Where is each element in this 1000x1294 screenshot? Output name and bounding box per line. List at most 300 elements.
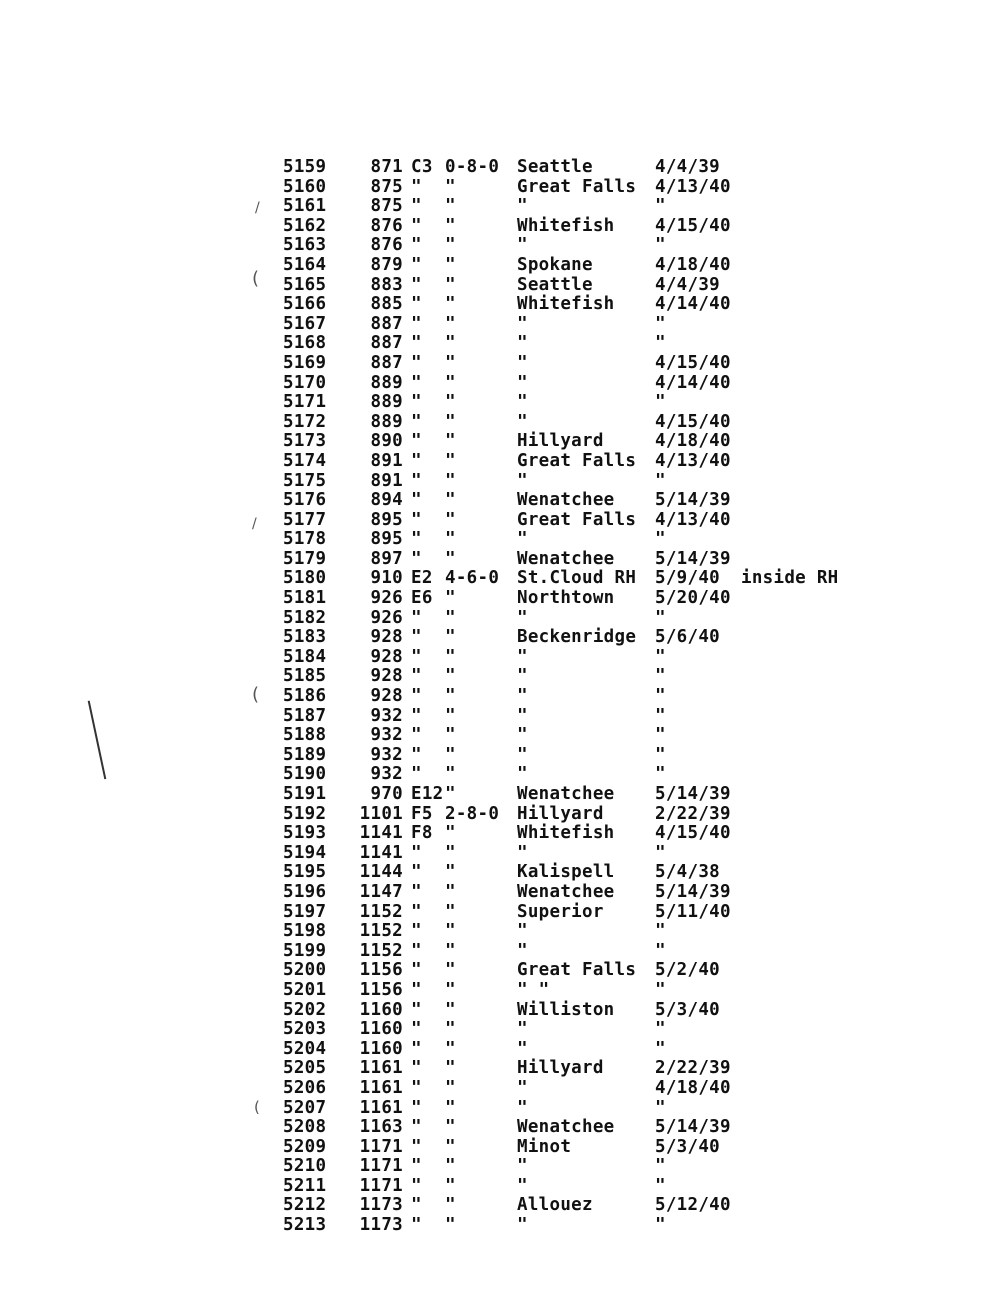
- row-cls: ": [411, 607, 422, 628]
- row-cls: ": [411, 235, 422, 256]
- row-wh: ": [445, 333, 456, 354]
- row-wh: ": [445, 450, 456, 471]
- row-date: ": [655, 235, 666, 256]
- row-loc: Kalispell: [517, 862, 615, 883]
- row-num: 5172: [283, 411, 327, 432]
- row-wh: ": [445, 392, 456, 413]
- row-date: 2/22/39: [655, 803, 731, 824]
- row-loc: ": [517, 352, 528, 373]
- table-row: [283, 726, 923, 746]
- row-num: 5169: [283, 352, 327, 373]
- row-num: 5159: [283, 157, 327, 177]
- row-loc: ": [517, 470, 528, 491]
- row-wh: ": [445, 705, 456, 726]
- row-loc: Beckenridge: [517, 627, 637, 648]
- row-eng: 871: [370, 157, 403, 177]
- row-eng: 879: [370, 254, 403, 275]
- row-loc: ": [517, 372, 528, 393]
- row-num: 5181: [283, 588, 327, 609]
- row-cls: ": [411, 215, 422, 236]
- row-loc: Spokane: [517, 254, 593, 275]
- row-wh: ": [445, 1136, 456, 1157]
- row-loc: Northtown: [517, 588, 615, 609]
- row-cls: ": [411, 764, 422, 785]
- row-wh: ": [445, 372, 456, 393]
- row-loc: Minot: [517, 1136, 572, 1157]
- row-date: 5/14/39: [655, 548, 731, 569]
- row-cls: ": [411, 450, 422, 471]
- row-cls: ": [411, 333, 422, 354]
- row-eng: 928: [370, 686, 403, 707]
- row-cls: E2: [411, 568, 433, 589]
- row-eng: 1171: [359, 1136, 403, 1157]
- row-wh: ": [445, 666, 456, 687]
- table-row: [283, 1001, 923, 1021]
- table-row: [283, 236, 923, 256]
- row-cls: ": [411, 1019, 422, 1040]
- row-loc: Hillyard: [517, 431, 604, 452]
- row-date: 5/14/39: [655, 1117, 731, 1138]
- row-date: 4/15/40: [655, 215, 731, 236]
- row-eng: 889: [370, 392, 403, 413]
- row-cls: ": [411, 881, 422, 902]
- table-row: [283, 1099, 923, 1119]
- row-date: 4/15/40: [655, 411, 731, 432]
- row-cls: ": [411, 666, 422, 687]
- row-num: 5200: [283, 960, 327, 981]
- row-date: ": [655, 333, 666, 354]
- row-loc: ": [517, 725, 528, 746]
- row-loc: Great Falls: [517, 176, 637, 197]
- row-num: 5176: [283, 490, 327, 511]
- row-cls: ": [411, 1175, 422, 1196]
- table-row: [283, 1216, 923, 1236]
- row-eng: 1147: [359, 881, 403, 902]
- row-wh: ": [445, 823, 456, 844]
- row-date: 4/15/40: [655, 352, 731, 373]
- row-num: 5210: [283, 1156, 327, 1177]
- row-wh: ": [445, 901, 456, 922]
- row-wh: ": [445, 1117, 456, 1138]
- row-eng: 926: [370, 607, 403, 628]
- row-num: 5187: [283, 705, 327, 726]
- table-row: [283, 609, 923, 629]
- table-row: [283, 628, 923, 648]
- row-date: ": [655, 979, 666, 1000]
- table-row: [283, 1177, 923, 1197]
- table-row: [283, 334, 923, 354]
- row-date: 4/18/40: [655, 254, 731, 275]
- row-cls: ": [411, 176, 422, 197]
- row-date: 4/13/40: [655, 450, 731, 471]
- row-cls: ": [411, 529, 422, 550]
- row-num: 5196: [283, 881, 327, 902]
- row-wh: 0-8-0: [445, 157, 500, 177]
- row-eng: 1152: [359, 921, 403, 942]
- row-loc: ": [517, 921, 528, 942]
- row-num: 5194: [283, 842, 327, 863]
- row-loc: ": [517, 1077, 528, 1098]
- row-date: 4/18/40: [655, 431, 731, 452]
- row-wh: ": [445, 960, 456, 981]
- row-cls: ": [411, 1136, 422, 1157]
- row-num: 5161: [283, 196, 327, 217]
- row-num: 5207: [283, 1097, 327, 1118]
- row-note: inside RH: [741, 568, 839, 589]
- row-loc: ": [517, 411, 528, 432]
- row-cls: ": [411, 1097, 422, 1118]
- row-num: 5183: [283, 627, 327, 648]
- row-eng: 891: [370, 470, 403, 491]
- row-cls: ": [411, 686, 422, 707]
- row-cls: ": [411, 470, 422, 491]
- margin-mark: (: [252, 684, 260, 705]
- row-eng: 1141: [359, 823, 403, 844]
- row-loc: ": [517, 940, 528, 961]
- row-date: ": [655, 744, 666, 765]
- row-wh: ": [445, 686, 456, 707]
- row-loc: ": [517, 744, 528, 765]
- table-row: [283, 1118, 923, 1138]
- table-row: [283, 824, 923, 844]
- row-date: 5/6/40: [655, 627, 721, 648]
- row-loc: ": [517, 235, 528, 256]
- row-wh: ": [445, 842, 456, 863]
- row-date: 4/13/40: [655, 176, 731, 197]
- row-loc: ": [517, 1097, 528, 1118]
- row-eng: 885: [370, 294, 403, 315]
- row-loc: ": [517, 392, 528, 413]
- row-cls: ": [411, 254, 422, 275]
- row-loc: Wenatchee: [517, 881, 615, 902]
- table-row: [283, 315, 923, 335]
- table-row: [283, 217, 923, 237]
- row-num: 5204: [283, 1038, 327, 1059]
- row-loc: Hillyard: [517, 803, 604, 824]
- row-eng: 890: [370, 431, 403, 452]
- table-row: [283, 922, 923, 942]
- table-row: [283, 256, 923, 276]
- row-eng: 1141: [359, 842, 403, 863]
- row-wh: ": [445, 1195, 456, 1216]
- row-num: 5188: [283, 725, 327, 746]
- row-num: 5211: [283, 1175, 327, 1196]
- row-date: 5/3/40: [655, 999, 721, 1020]
- row-eng: 932: [370, 764, 403, 785]
- row-date: 5/4/38: [655, 862, 721, 883]
- table-row: [283, 1196, 923, 1216]
- table-row: [283, 511, 923, 531]
- table-row: [283, 765, 923, 785]
- row-eng: 1101: [359, 803, 403, 824]
- row-cls: F8: [411, 823, 433, 844]
- row-date: 5/3/40: [655, 1136, 721, 1157]
- row-loc: Whitefish: [517, 823, 615, 844]
- row-num: 5167: [283, 313, 327, 334]
- row-wh: ": [445, 215, 456, 236]
- row-eng: 1160: [359, 999, 403, 1020]
- table-row: [283, 530, 923, 550]
- row-num: 5174: [283, 450, 327, 471]
- row-eng: 1173: [359, 1215, 403, 1236]
- table-row: [283, 746, 923, 766]
- row-eng: 928: [370, 627, 403, 648]
- row-num: 5180: [283, 568, 327, 589]
- row-date: ": [655, 529, 666, 550]
- row-eng: 889: [370, 372, 403, 393]
- row-wh: ": [445, 979, 456, 1000]
- row-date: ": [655, 470, 666, 491]
- row-wh: ": [445, 294, 456, 315]
- table-row: [283, 1157, 923, 1177]
- row-loc: ": [517, 313, 528, 334]
- table-row: [283, 1020, 923, 1040]
- row-eng: 1171: [359, 1156, 403, 1177]
- row-cls: ": [411, 313, 422, 334]
- row-cls: ": [411, 1215, 422, 1236]
- row-num: 5213: [283, 1215, 327, 1236]
- row-loc: ": [517, 1019, 528, 1040]
- row-loc: Hillyard: [517, 1058, 604, 1079]
- row-cls: ": [411, 627, 422, 648]
- table-row: [283, 158, 923, 178]
- row-cls: ": [411, 1117, 422, 1138]
- row-date: ": [655, 1097, 666, 1118]
- row-cls: ": [411, 646, 422, 667]
- row-num: 5184: [283, 646, 327, 667]
- row-date: ": [655, 764, 666, 785]
- row-cls: ": [411, 548, 422, 569]
- row-date: 5/2/40: [655, 960, 721, 981]
- table-row: [283, 178, 923, 198]
- locomotive-ledger-list: [283, 158, 923, 1236]
- table-row: [283, 472, 923, 492]
- row-wh: ": [445, 529, 456, 550]
- table-row: [283, 707, 923, 727]
- row-date: 5/20/40: [655, 588, 731, 609]
- row-eng: 928: [370, 646, 403, 667]
- table-row: [283, 413, 923, 433]
- row-cls: ": [411, 960, 422, 981]
- row-loc: Great Falls: [517, 960, 637, 981]
- row-wh: ": [445, 921, 456, 942]
- row-eng: 883: [370, 274, 403, 295]
- row-num: 5173: [283, 431, 327, 452]
- row-date: 5/14/39: [655, 490, 731, 511]
- row-eng: 876: [370, 215, 403, 236]
- row-wh: ": [445, 1215, 456, 1236]
- row-loc: Whitefish: [517, 294, 615, 315]
- row-eng: 887: [370, 333, 403, 354]
- row-date: 5/14/39: [655, 881, 731, 902]
- row-eng: 895: [370, 509, 403, 530]
- row-date: 5/14/39: [655, 784, 731, 804]
- row-date: 2/22/39: [655, 1058, 731, 1079]
- row-wh: ": [445, 784, 456, 804]
- row-cls: ": [411, 705, 422, 726]
- row-loc: ": [517, 529, 528, 550]
- row-eng: 875: [370, 176, 403, 197]
- margin-pencil-stroke: [88, 701, 106, 780]
- row-loc: ": [517, 705, 528, 726]
- row-eng: 1156: [359, 960, 403, 981]
- row-wh: ": [445, 352, 456, 373]
- row-num: 5170: [283, 372, 327, 393]
- row-date: ": [655, 666, 666, 687]
- row-loc: ": [517, 196, 528, 217]
- table-row: [283, 197, 923, 217]
- row-date: ": [655, 1019, 666, 1040]
- row-loc: Wenatchee: [517, 490, 615, 511]
- row-date: ": [655, 1175, 666, 1196]
- row-cls: F5: [411, 803, 433, 824]
- row-cls: ": [411, 999, 422, 1020]
- row-wh: ": [445, 1019, 456, 1040]
- table-row: [283, 942, 923, 962]
- row-date: ": [655, 392, 666, 413]
- row-num: 5191: [283, 784, 327, 804]
- table-row: [283, 452, 923, 472]
- table-row: [283, 844, 923, 864]
- row-date: 4/4/39: [655, 157, 721, 177]
- table-row: [283, 903, 923, 923]
- row-num: 5185: [283, 666, 327, 687]
- row-loc: Williston: [517, 999, 615, 1020]
- row-num: 5209: [283, 1136, 327, 1157]
- row-num: 5182: [283, 607, 327, 628]
- row-num: 5186: [283, 686, 327, 707]
- row-wh: ": [445, 254, 456, 275]
- row-cls: ": [411, 1038, 422, 1059]
- row-loc: ": [517, 764, 528, 785]
- row-loc: ": [517, 646, 528, 667]
- row-wh: ": [445, 744, 456, 765]
- row-wh: ": [445, 940, 456, 961]
- row-eng: 887: [370, 313, 403, 334]
- row-date: ": [655, 940, 666, 961]
- table-row: [283, 374, 923, 394]
- row-wh: ": [445, 1038, 456, 1059]
- row-loc: Seattle: [517, 157, 593, 177]
- row-wh: ": [445, 764, 456, 785]
- row-eng: 1171: [359, 1175, 403, 1196]
- row-date: ": [655, 1156, 666, 1177]
- row-eng: 1161: [359, 1058, 403, 1079]
- row-wh: ": [445, 490, 456, 511]
- row-date: ": [655, 725, 666, 746]
- row-cls: ": [411, 862, 422, 883]
- row-date: ": [655, 607, 666, 628]
- table-row: [283, 569, 923, 589]
- row-loc: ": [517, 1038, 528, 1059]
- table-row: [283, 667, 923, 687]
- row-cls: ": [411, 1058, 422, 1079]
- row-wh: ": [445, 470, 456, 491]
- row-wh: ": [445, 509, 456, 530]
- row-loc: ": [517, 666, 528, 687]
- row-cls: ": [411, 940, 422, 961]
- row-num: 5166: [283, 294, 327, 315]
- row-date: 4/14/40: [655, 372, 731, 393]
- row-eng: 894: [370, 490, 403, 511]
- row-loc: ": [517, 607, 528, 628]
- row-eng: 1173: [359, 1195, 403, 1216]
- row-wh: ": [445, 313, 456, 334]
- row-wh: 4-6-0: [445, 568, 500, 589]
- table-row: [283, 589, 923, 609]
- margin-mark: /: [252, 516, 257, 532]
- row-wh: ": [445, 588, 456, 609]
- row-loc: Seattle: [517, 274, 593, 295]
- row-num: 5206: [283, 1077, 327, 1098]
- row-cls: ": [411, 1156, 422, 1177]
- row-num: 5193: [283, 823, 327, 844]
- row-cls: ": [411, 490, 422, 511]
- row-loc: Great Falls: [517, 450, 637, 471]
- row-cls: ": [411, 352, 422, 373]
- row-num: 5201: [283, 979, 327, 1000]
- row-date: 4/14/40: [655, 294, 731, 315]
- row-eng: 1156: [359, 979, 403, 1000]
- row-wh: ": [445, 176, 456, 197]
- margin-mark: /: [255, 200, 260, 216]
- row-date: ": [655, 1038, 666, 1059]
- table-row: [283, 1138, 923, 1158]
- row-wh: ": [445, 627, 456, 648]
- row-cls: E6: [411, 588, 433, 609]
- row-eng: 932: [370, 725, 403, 746]
- row-cls: E12: [411, 784, 444, 804]
- margin-mark: (: [252, 268, 260, 289]
- row-num: 5203: [283, 1019, 327, 1040]
- row-cls: ": [411, 431, 422, 452]
- row-num: 5177: [283, 509, 327, 530]
- row-cls: ": [411, 979, 422, 1000]
- row-date: ": [655, 705, 666, 726]
- row-wh: ": [445, 1077, 456, 1098]
- row-loc: Whitefish: [517, 215, 615, 236]
- row-date: 4/18/40: [655, 1077, 731, 1098]
- row-num: 5208: [283, 1117, 327, 1138]
- table-row: [283, 276, 923, 296]
- row-loc: " ": [517, 979, 550, 1000]
- table-row: [283, 687, 923, 707]
- row-date: ": [655, 686, 666, 707]
- row-eng: 970: [370, 784, 403, 804]
- row-date: 4/15/40: [655, 823, 731, 844]
- table-row: [283, 961, 923, 981]
- row-wh: ": [445, 196, 456, 217]
- row-num: 5195: [283, 862, 327, 883]
- row-eng: 897: [370, 548, 403, 569]
- row-eng: 1152: [359, 940, 403, 961]
- margin-mark: (: [254, 1098, 260, 1116]
- row-loc: Wenatchee: [517, 548, 615, 569]
- row-cls: ": [411, 1195, 422, 1216]
- row-date: ": [655, 921, 666, 942]
- row-cls: ": [411, 842, 422, 863]
- row-cls: C3: [411, 157, 433, 177]
- row-eng: 889: [370, 411, 403, 432]
- row-date: 5/11/40: [655, 901, 731, 922]
- row-cls: ": [411, 509, 422, 530]
- row-cls: ": [411, 411, 422, 432]
- row-date: ": [655, 196, 666, 217]
- row-loc: ": [517, 1156, 528, 1177]
- row-eng: 910: [370, 568, 403, 589]
- row-wh: ": [445, 999, 456, 1020]
- row-num: 5212: [283, 1195, 327, 1216]
